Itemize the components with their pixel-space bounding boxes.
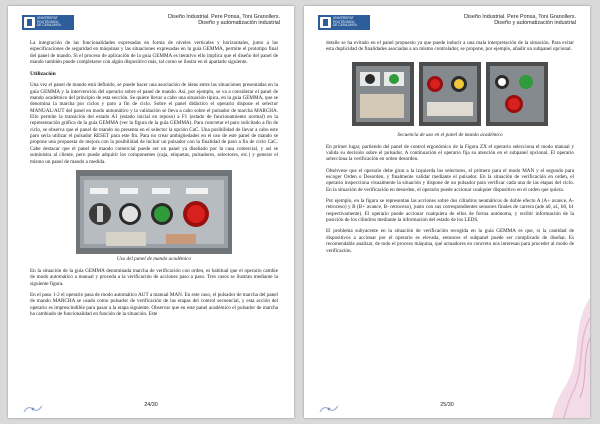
page-number: 24/30 — [144, 402, 158, 408]
page-body — [326, 40, 574, 259]
header-text — [464, 14, 576, 27]
header-authors: Diseño Industrial. Pere Ponsa, Toni Granollers. — [464, 14, 576, 20]
header-subject: Diseño y automatización industrial — [494, 20, 576, 27]
logo-mark-icon — [320, 17, 331, 28]
header-subject: Diseño y automatización industrial — [198, 20, 280, 27]
header-authors: Diseño Industrial. Pere Ponsa, Toni Granollers. — [168, 14, 280, 20]
paragraph: En el paso 1-2 el operario pasa de modo automático AUT a manual MAN. En este caso, el pulsador de marcha del panel de mando MARCHA se usado como pulsador de verificación de las etapas del control secuencial, y esta acción del operario es imprescindible para pasar a la etapa siguiente. Observar que en este panel académico el pulsador de marcha ha cambiado de funcionalidad en función de la situación. Este — [30, 291, 278, 317]
control-panel-sequence-photos — [350, 58, 550, 130]
page-24 — [8, 6, 294, 418]
page-25 — [304, 6, 590, 418]
paragraph: El problema subyacente en la situación de verificación recogida en la guía GEMMA es que, si la cantidad de dispositivos a accionar por el operario es elevada, entonces el subpanel puede ser complicado de diseñar. Es recomendable analizar, de todo el proceso máquina, qué actuadores en concreto nos interesan para proceder al modo de verificación. — [326, 228, 574, 254]
header-text — [168, 14, 280, 27]
paragraph: En la situación de la guía GEMMA denominada marcha de verificación con orden, es habitual que el operario cambie de modo automático a manual y proceda a la verificación de acciones paso a paso. Tres casos se ilustran mediante la siguiente figura. — [30, 267, 278, 287]
page-number: 25/30 — [440, 402, 454, 408]
university-logo: UNIVERSITAT POLITÈCNICA DE CATALUNYA — [318, 15, 370, 30]
page-body — [30, 40, 278, 322]
university-logo: UNIVERSITAT POLITÈCNICA DE CATALUNYA — [22, 15, 74, 30]
paragraph: En primer lugar, partiendo del panel de control ergonómico de la Figura ZX el operario selecciona el modo manual y valida su decisión sobre el pulsador. A continuación el operario fija su atención en el subpanel opcional. El operario selecciona la verificación en orden desorden. — [326, 143, 574, 163]
page-header — [318, 14, 576, 34]
logo-mark-icon — [24, 17, 35, 28]
paragraph: detalle se ha evitado en el panel propuesto ya que puede inducir a una mala interpretación de la situación. Para evitar esta duplicidad de finalidades asociadas a un mismo controlador, se propone, por ejemplo, añadir un subpanel opcional. — [326, 40, 574, 53]
paragraph: Una vez el panel de mando está definido, se puede hacer una asociación de ideas entre las situaciones presentadas en la guía GEMMA y la intervención del operario sobre el panel de mando. Así, por ejemplo, se va a considerar el panel de mando académico del principio de esta sección. Se quiere llevar a cabo una situación típica, en la guía GEMMA, que se denomina la marcha por ciclos y paro a fin de ciclo. Sobre el panel didáctico el operario dispone el selector MANUAL/AUT del panel en modo automático y la validación se lleva a cabo sobre el pulsador de marcha MARCHA. Ello permite la transición del estado A1 (estado inicial en reposo) a F1 (estado de funcionamiento normal) en la representación gráfica de la guía GEMMA (ver la figura de la guía GEMMA). Para concretar el paro solicitado a fin de ciclo, se observa que el panel de mando no presenta en el selector la opción CaC. Una posibilidad de llevar a cabo este paro sería utilizar el pulsador RESET para este fin. Para no crear ambigüedades en el uso de este panel de mando se propone una propuesta de mejora con la posibilidad de incluir un pulsador con la finalidad de paro a fin de ciclo CaC. Cabe destacar que el panel de mando comercial puede ser un panel ya diseñado por la casa comercial, y así se suministra al cliente, pero puede adquirir los componentes (caja, etiquetas, pulsadores, selectores, etc.) y generar el mismo un panel de mando a medida. — [30, 82, 278, 165]
page-header — [22, 14, 280, 34]
paragraph: Por ejemplo, en la figura se representan las acciones sobre dos cilindros neumáticos de doble efecto A (A+ avance, A- retroceso) y B (B+ avance, B- retroceso), junto con sus correspondientes sensores finales de carrera (ade a0, a1, b0, b1 respectivamente). El operario puede accionar cualquiera de ellos de forma autónoma, y recibir información de la posición de los cilindros mediante la información del estado de los LEDS. — [326, 198, 574, 224]
figure-caption: Secuencia de uso en el panel de mando académico — [397, 131, 503, 138]
figure-caption: Uso del panel de mando académico — [116, 255, 192, 262]
control-panel-photo — [76, 170, 232, 254]
paragraph: La integración de las funcionalidades expresadas en forma de niveles verticales y horizontales, junto a las especificaciones de seguridad en máquinas y las situaciones expresadas en la guía GEMMA, permite el prototipo final del panel de mando. Si el proceso de aplicación de la guía GEMMA es iterativo ello implica que el diseño del panel de mando también puede completarse con algún dispositivo más, tal como se ilustra en el apartado siguiente. — [30, 40, 278, 66]
paragraph: Obsérvese que el operario debe girar a la izquierda los selectores, el primero para el modo MAN y el segundo para escoger Orden o Desorden, y finalmente validar mediante el pulsador. En la situación de verificación en orden, el operario inspecciona visualmente la situación y dispone de un pulsador para verificar cada una de las etapas del ciclo. En la situación de verificación en desorden, el operario puede accionar cualquier dispositivo en el orden que quiera. — [326, 167, 574, 193]
section-title: Utilización — [30, 71, 56, 78]
decorative-curve-icon — [550, 298, 590, 418]
